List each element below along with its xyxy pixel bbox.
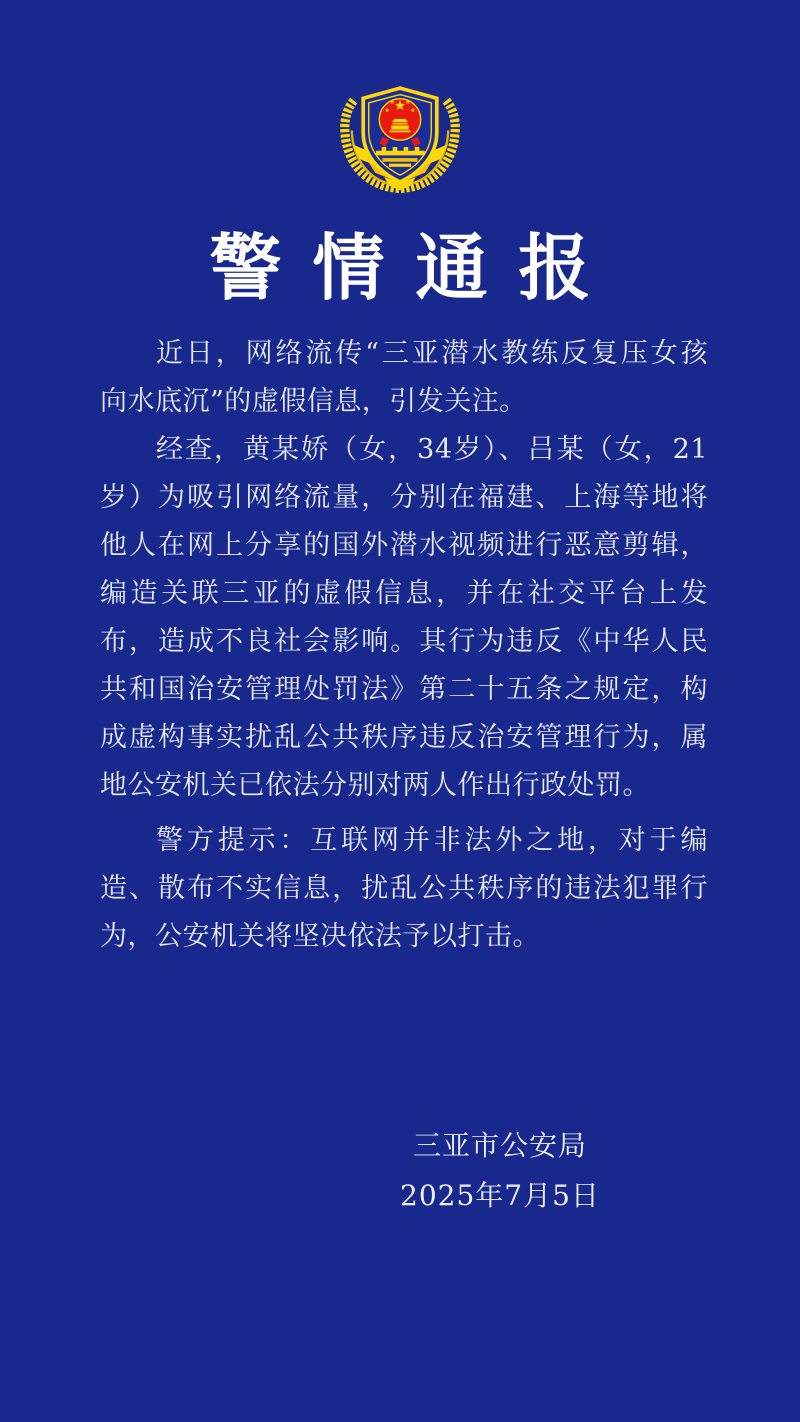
paragraph-investigation-result bbox=[100, 426, 708, 810]
body-line: 成虚构事实扰乱公共秩序违反治安管理行为，属 bbox=[100, 722, 708, 753]
body-line: 他人在网上分享的国外潜水视频进行恶意剪辑， bbox=[100, 530, 708, 561]
body-line: 岁）为吸引网络流量，分别在福建、上海等地将 bbox=[100, 482, 708, 513]
notice-body bbox=[100, 330, 708, 961]
body-line: 共和国治安管理处罚法》第二十五条之规定，构 bbox=[100, 674, 708, 705]
signature-block bbox=[340, 1121, 660, 1221]
notice-title-text: 警情通报 bbox=[209, 225, 622, 310]
body-line: 向水底沉”的虚假信息，引发关注。 bbox=[100, 386, 527, 417]
notice-title bbox=[0, 222, 800, 314]
issuing-agency: 三亚市公安局 bbox=[412, 1129, 587, 1162]
body-line: 为，公安机关将坚决依法予以打击。 bbox=[100, 921, 540, 952]
body-line: 经查，黄某娇（女，34岁）、吕某（女，21 bbox=[156, 434, 708, 465]
body-line: 编造关联三亚的虚假信息，并在社交平台上发 bbox=[100, 578, 708, 609]
police-badge-icon bbox=[331, 76, 469, 196]
body-line: 警方提示：互联网并非法外之地，对于编 bbox=[156, 825, 708, 856]
body-line: 造、散布不实信息，扰乱公共秩序的违法犯罪行 bbox=[100, 873, 708, 904]
body-line: 地公安机关已依法分别对两人作出行政处罚。 bbox=[100, 770, 650, 801]
body-line: 近日，网络流传“三亚潜水教练反复压女孩 bbox=[156, 338, 708, 369]
paragraph-rumor-summary bbox=[100, 330, 708, 426]
body-line: 布，造成不良社会影响。其行为违反《中华人民 bbox=[100, 626, 708, 657]
issue-date: 2025年7月5日 bbox=[400, 1179, 600, 1212]
paragraph-police-warning bbox=[100, 817, 708, 961]
